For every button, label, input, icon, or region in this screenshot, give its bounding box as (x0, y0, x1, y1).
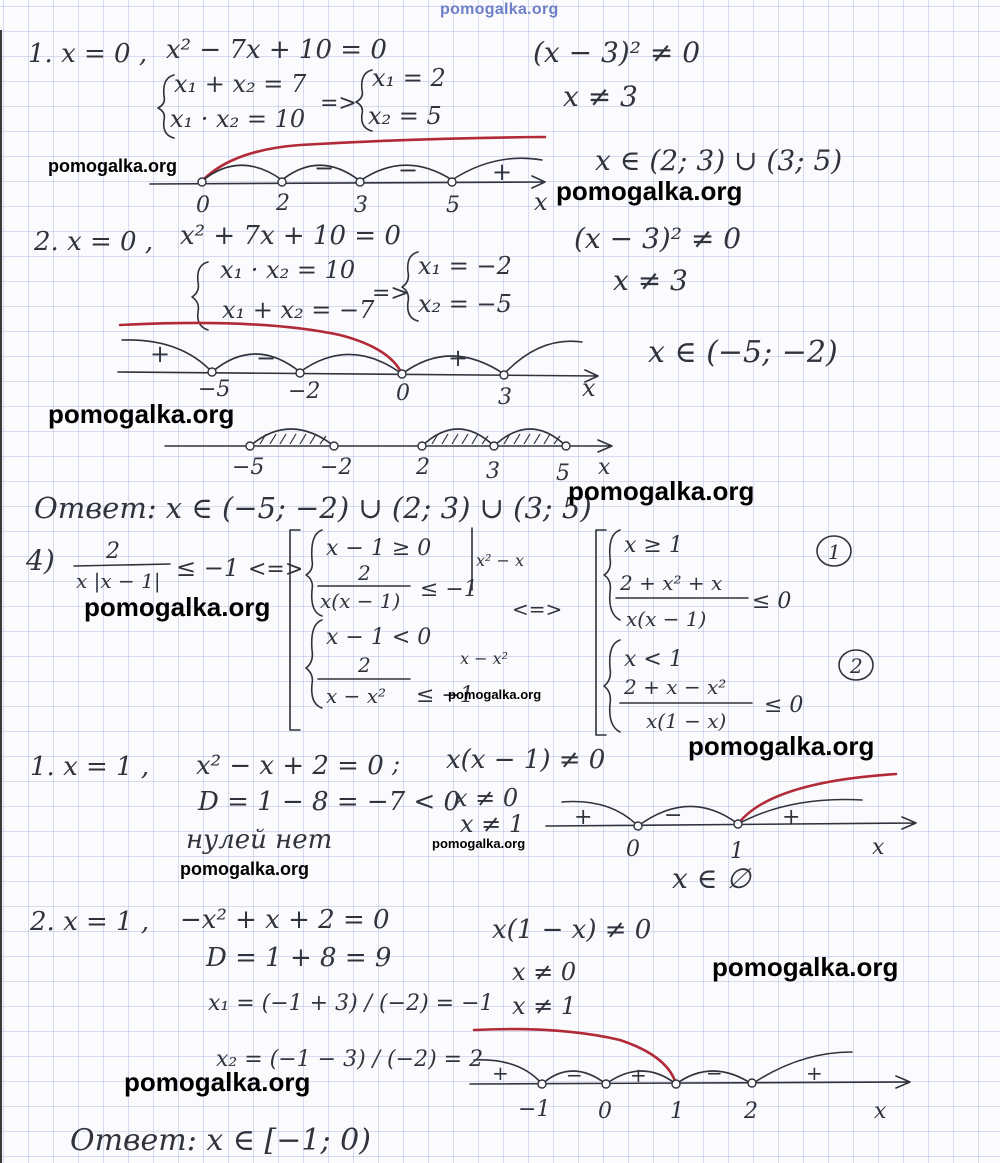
case4a-discriminant: D = 1 − 8 = −7 < 0 (198, 787, 461, 817)
problem4-right2-num: 2 + x − x² (624, 675, 727, 699)
case2-sign-1: + (150, 340, 171, 368)
union-point-m2 (330, 442, 338, 450)
case1-point-3 (356, 178, 364, 186)
union-axis-label: x (598, 455, 611, 480)
case1-condition: (x − 3)² ≠ 0 (533, 36, 701, 69)
case2-implies: => (372, 281, 409, 306)
problem4-denominator: x |x − 1| (76, 569, 161, 593)
case2-point-0 (398, 370, 406, 378)
case4a-axis-label: x (872, 835, 885, 860)
case4a-sign-3: + (782, 805, 801, 830)
problem4-right2-cond: x < 1 (624, 647, 683, 672)
case4b-sign-4: − (706, 1061, 723, 1085)
union-point-3 (490, 442, 498, 450)
problem4-right2-brace (604, 640, 620, 732)
case1-sign-2: − (398, 156, 419, 184)
case1-sign-arcs (202, 158, 542, 181)
top-watermark: pomogalka.org (440, 1, 559, 18)
problem4-mark2: 2 (850, 654, 863, 678)
case1-result: x ∈ (2; 3) ∪ (3; 5) (595, 144, 843, 177)
case4a-excl-1: x ≠ 1 (460, 810, 525, 838)
problem4-right1-rhs: ≤ 0 (752, 589, 792, 614)
case1-point-5 (448, 178, 456, 186)
case4b-axis-label: x (874, 1099, 887, 1124)
watermark: pomogalka.org (556, 176, 743, 206)
case4b-root1: x₁ = (−1 + 3) / (−2) = −1 (208, 991, 494, 1016)
watermark: pomogalka.org (568, 476, 755, 506)
case4a-no-zeros: нулей нет (186, 825, 333, 855)
case2-vieta-sum: x₁ + x₂ = −7 (222, 296, 375, 324)
case1-point-2 (278, 178, 286, 186)
case4b-sign-arcs (474, 1052, 852, 1084)
case4a-number-line (546, 774, 916, 864)
case2-sign-arcs (122, 340, 582, 374)
case4b-tick-1: 1 (670, 1099, 684, 1124)
case2-axis-label: x (582, 374, 596, 402)
problem4-sys2-num: 2 (358, 653, 371, 677)
problem4-sys1-mult: x² − x (476, 551, 525, 570)
problem4-fraction-bar (74, 564, 170, 566)
case1-root1: x₁ = 2 (372, 64, 446, 92)
case4b-number-line (470, 1029, 910, 1124)
case1-sign-1: − (314, 154, 335, 182)
union-point-2 (418, 442, 426, 450)
problem4-sys1-rhs: ≤ −1 (420, 577, 478, 602)
union-arcs (250, 429, 566, 446)
case4b-sign-5: + (806, 1061, 823, 1085)
case1-vieta-sum: x₁ + x₂ = 7 (174, 70, 307, 98)
case4b-heading: 2. x = 1 , (30, 907, 150, 937)
case2-tick-3: 3 (498, 385, 512, 410)
case4a-condition: x(x − 1) ≠ 0 (446, 745, 606, 775)
case2-root1: x₁ = −2 (418, 252, 512, 280)
problem4-equiv: <=> (248, 557, 304, 582)
watermark: pomogalka.org (688, 731, 875, 761)
case1-sign-3: + (492, 158, 513, 186)
problem4-right2-rhs: ≤ 0 (764, 693, 804, 718)
case1-tick-0: 0 (196, 193, 210, 218)
case4b-point-2 (748, 1079, 756, 1087)
case4a-sign-2: − (664, 803, 683, 828)
case4b-equation: −x² + x + 2 = 0 (180, 905, 390, 935)
problem4-sys2-cond: x − 1 < 0 (326, 625, 432, 650)
answer-4: Ответ: x ∈ [−1; 0) (70, 1123, 371, 1158)
case2-heading: 2. x = 0 , (34, 227, 154, 257)
case2-result: x ∈ (−5; −2) (648, 335, 838, 370)
case1-axis-label: x (534, 188, 548, 216)
union-tick-2: 2 (416, 455, 430, 480)
watermark: pomogalka.org (448, 687, 542, 702)
problem4-right1-num: 2 + x² + x (620, 571, 723, 595)
case4b-condition: x(1 − x) ≠ 0 (492, 915, 652, 945)
union-tick-3: 3 (486, 459, 500, 484)
case2-number-line (118, 323, 598, 410)
case4a-red-hatch-arc (738, 774, 896, 824)
watermark: pomogalka.org (712, 952, 899, 982)
case4a-heading: 1. x = 1 , (30, 752, 150, 782)
case4b-point-1 (672, 1080, 680, 1088)
case2-tick-m5: −5 (198, 377, 231, 402)
case4b-sign-1: + (492, 1061, 509, 1085)
case4a-result: x ∈ ∅ (672, 862, 751, 895)
case1-equation: x² − 7x + 10 = 0 (166, 35, 387, 65)
union-number-line (165, 429, 612, 486)
case2-exclusion: x ≠ 3 (613, 264, 688, 297)
case2-point-3 (500, 371, 508, 379)
problem4-sys2-mult: x − x² (460, 649, 509, 668)
problem4-right1-cond: x ≥ 1 (624, 533, 683, 558)
case1-tick-5: 5 (446, 193, 460, 218)
problem4-mark1: 1 (828, 540, 841, 564)
problem4-sys1-cond: x − 1 ≥ 0 (326, 536, 432, 561)
problem4-right2-den: x(1 − x) (646, 709, 727, 733)
case2-sign-3: + (448, 344, 469, 372)
answer-3: Ответ: x ∈ (−5; −2) ∪ (2; 3) ∪ (3; 5) (34, 491, 592, 525)
watermark: pomogalka.org (48, 399, 235, 429)
case1-root2: x₂ = 5 (368, 102, 442, 130)
union-tick-m2: −2 (320, 455, 353, 480)
case2-point-m5 (208, 368, 216, 376)
case2-tick-0: 0 (396, 381, 410, 406)
problem4-right-bracket (596, 530, 606, 735)
case4a-sign-arcs (562, 800, 862, 827)
problem4-sys2-brace (306, 620, 322, 708)
case4b-root2: x₂ = (−1 − 3) / (−2) = 2 (216, 1047, 484, 1072)
case4b-tick-0: 0 (598, 1099, 612, 1124)
case1-point-0 (198, 178, 206, 186)
problem4-label: 4) (26, 544, 55, 577)
union-tick-5: 5 (556, 461, 570, 486)
watermark: pomogalka.org (84, 592, 271, 622)
case2-point-m2 (296, 369, 304, 377)
case1-number-line (150, 137, 548, 218)
problem4-right1-brace (604, 530, 620, 620)
case4a-semicolon: ; (392, 750, 401, 778)
case2-condition: (x − 3)² ≠ 0 (574, 222, 742, 255)
problem4-statement (25, 528, 873, 735)
problem4-inequality: ≤ −1 (176, 554, 240, 582)
case4a-excl-0: x ≠ 0 (454, 784, 519, 812)
watermark: pomogalka.org (124, 1067, 311, 1097)
case1-vieta-product: x₁ · x₂ = 10 (170, 105, 306, 133)
case4b-excl-1: x ≠ 1 (512, 992, 577, 1020)
case4a-sign-1: + (574, 805, 593, 830)
problem4-sys1-den: x(x − 1) (320, 589, 401, 613)
case2-tick-m2: −2 (288, 379, 321, 404)
case1-tick-2: 2 (276, 191, 290, 216)
case1-tick-3: 3 (354, 193, 368, 218)
case4b-point-m1 (538, 1080, 546, 1088)
case4b-sign-3: + (630, 1063, 647, 1087)
case4a-equation: x² − x + 2 = 0 (196, 751, 384, 781)
problem4-equiv2: <=> (512, 597, 563, 621)
case4b-sign-2: − (566, 1063, 583, 1087)
watermark: pomogalka.org (432, 836, 526, 851)
case2-root2: x₂ = −5 (418, 290, 512, 318)
case2-sign-2: − (256, 344, 277, 372)
problem4-sys2-rhs: ≤ −1 (416, 683, 474, 708)
problem4-sys1-num: 2 (358, 561, 371, 585)
case4b-tick-m1: −1 (518, 1097, 551, 1122)
case2-vieta-product: x₁ · x₂ = 10 (220, 256, 356, 284)
union-tick-m5: −5 (232, 455, 265, 480)
union-point-5 (562, 442, 570, 450)
case2-brace (192, 262, 208, 330)
case4a-point-1 (734, 820, 742, 828)
case4a-tick-1: 1 (730, 839, 744, 864)
problem4-sys2-den: x − x² (326, 684, 387, 708)
problem4-numerator: 2 (106, 539, 120, 564)
case1-heading: 1. x = 0 , (28, 39, 148, 69)
problem4-right1-den: x(x − 1) (626, 607, 707, 631)
case2-equation: x² + 7x + 10 = 0 (180, 221, 401, 251)
case2-axis (118, 370, 598, 382)
union-point-m5 (246, 442, 254, 450)
case4a-tick-0: 0 (626, 837, 640, 862)
watermark: pomogalka.org (48, 156, 178, 176)
case4b-excl-0: x ≠ 0 (512, 958, 577, 986)
case4b-discriminant: D = 1 + 8 = 9 (206, 943, 392, 973)
case1-axis (150, 176, 545, 188)
case4b-tick-2: 2 (744, 1099, 758, 1124)
case4b-point-0 (602, 1080, 610, 1088)
watermark: pomogalka.org (180, 859, 310, 879)
union-hatching (260, 434, 560, 444)
case1-exclusion: x ≠ 3 (563, 80, 638, 113)
case1-implies: => (320, 91, 357, 116)
case4a-point-0 (634, 822, 642, 830)
